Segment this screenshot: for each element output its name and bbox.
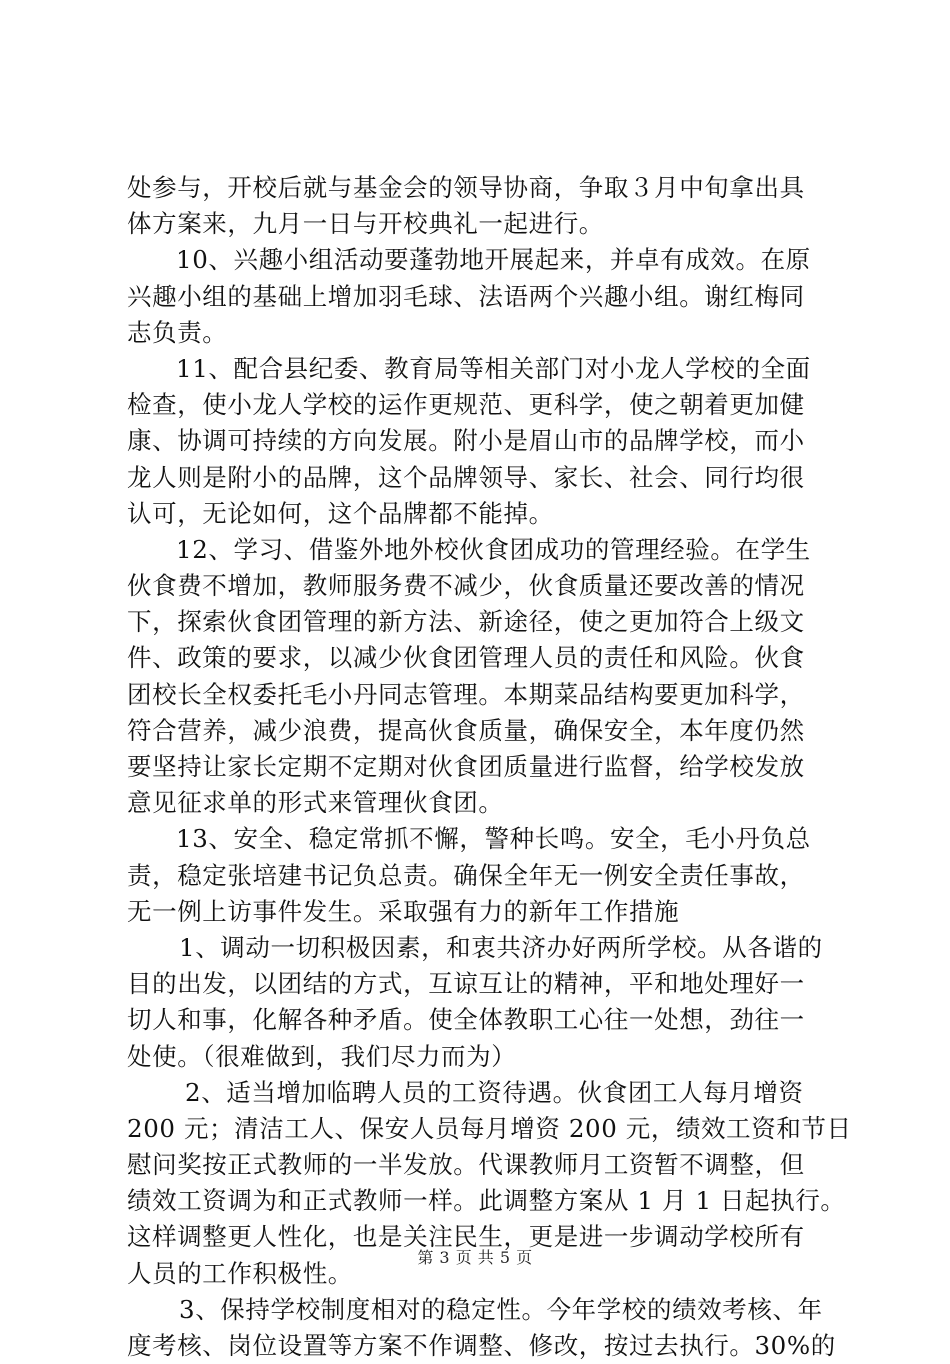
- text-line: 处参与，开校后就与基金会的领导协商，争取３月中旬拿出具: [127, 173, 805, 202]
- text-line: 体方案来，九月一日与开校典礼一起进行。: [127, 209, 604, 239]
- text-line: 绩效工资调为和正式教师一样。此调整方案从 1 月 1 日起执行。: [127, 1186, 846, 1216]
- text-line: 切人和事，化解各种矛盾。使全体教职工心往一处想，劲往一: [127, 1005, 805, 1035]
- text-line: 符合营养，减少浪费，提高伙食质量，确保安全，本年度仍然: [127, 715, 805, 745]
- text-line: 要坚持让家长定期不定期对伙食团质量进行监督，给学校发放: [127, 752, 805, 781]
- text-line: 下，探索伙食团管理的新方法、新途径，使之更加符合上级文: [127, 607, 805, 637]
- text-line: 龙人则是附小的品牌，这个品牌领导、家长、社会、同行均很: [127, 462, 805, 492]
- page-number-footer: 第 3 页 共 5 页: [417, 1248, 533, 1267]
- text-line: 慰问奖按正式教师的一半发放。代课教师月工资暂不调整，但: [127, 1150, 805, 1180]
- text-line: 认可，无论如何，这个品牌都不能掉。: [127, 498, 554, 528]
- text-line: 团校长全权委托毛小丹同志管理。本期菜品结构要更加科学，: [127, 679, 805, 709]
- document-body: [127, 170, 852, 1364]
- measure-item-3: 3、保持学校制度相对的稳定性。今年学校的绩效考核、年: [179, 1294, 823, 1324]
- text-line: 责，稳定张培建书记负总责。确保全年无一例安全责任事故，: [127, 860, 805, 890]
- measure-item-2: 2、适当增加临聘人员的工资待遇。伙食团工人每月增资: [185, 1077, 804, 1107]
- text-line: 这样调整更人性化，也是关注民生，更是进一步调动学校所有: [127, 1222, 805, 1252]
- paragraph-item-13: 13、安全、稳定常抓不懈，警种长鸣。安全，毛小丹负总: [176, 824, 811, 854]
- text-line: 伙食费不增加，教师服务费不减少，伙食质量还要改善的情况: [127, 571, 805, 601]
- text-line: 件、政策的要求，以减少伙食团管理人员的责任和风险。伙食: [127, 643, 805, 673]
- text-line: 200 元；清洁工人、保安人员每月增资 200 元，绩效工资和节日: [127, 1113, 852, 1143]
- text-line: 处使。（很难做到，我们尽力而为）: [127, 1041, 517, 1071]
- paragraph-item-10: 10、兴趣小组活动要蓬勃地开展起来，并卓有成效。在原: [176, 245, 811, 275]
- text-line: 兴趣小组的基础上增加羽毛球、法语两个兴趣小组。谢红梅同: [127, 281, 805, 311]
- paragraph-item-11: 11、配合县纪委、教育局等相关部门对小龙人学校的全面: [176, 353, 811, 383]
- text-line: 意见征求单的形式来管理伙食团。: [127, 788, 504, 818]
- text-line: 目的出发，以团结的方式，互谅互让的精神，平和地处理好一: [127, 969, 805, 999]
- paragraph-item-12: 12、学习、借鉴外地外校伙食团成功的管理经验。在学生: [176, 534, 811, 564]
- text-line: 无一例上访事件发生。采取强有力的新年工作措施: [127, 896, 680, 926]
- text-line: 康、协调可持续的方向发展。附小是眉山市的品牌学校，而小: [127, 426, 805, 456]
- text-line: 度考核、岗位设置等方案不作调整、修改，按过去执行。30%的: [127, 1331, 836, 1360]
- text-line: 检查，使小龙人学校的运作更规范、更科学，使之朝着更加健: [127, 390, 805, 420]
- text-line: 人员的工作积极性。: [127, 1258, 353, 1288]
- text-line: 志负责。: [127, 317, 228, 347]
- measure-item-1: 1、调动一切积极因素，和衷共济办好两所学校。从各谐的: [179, 932, 823, 962]
